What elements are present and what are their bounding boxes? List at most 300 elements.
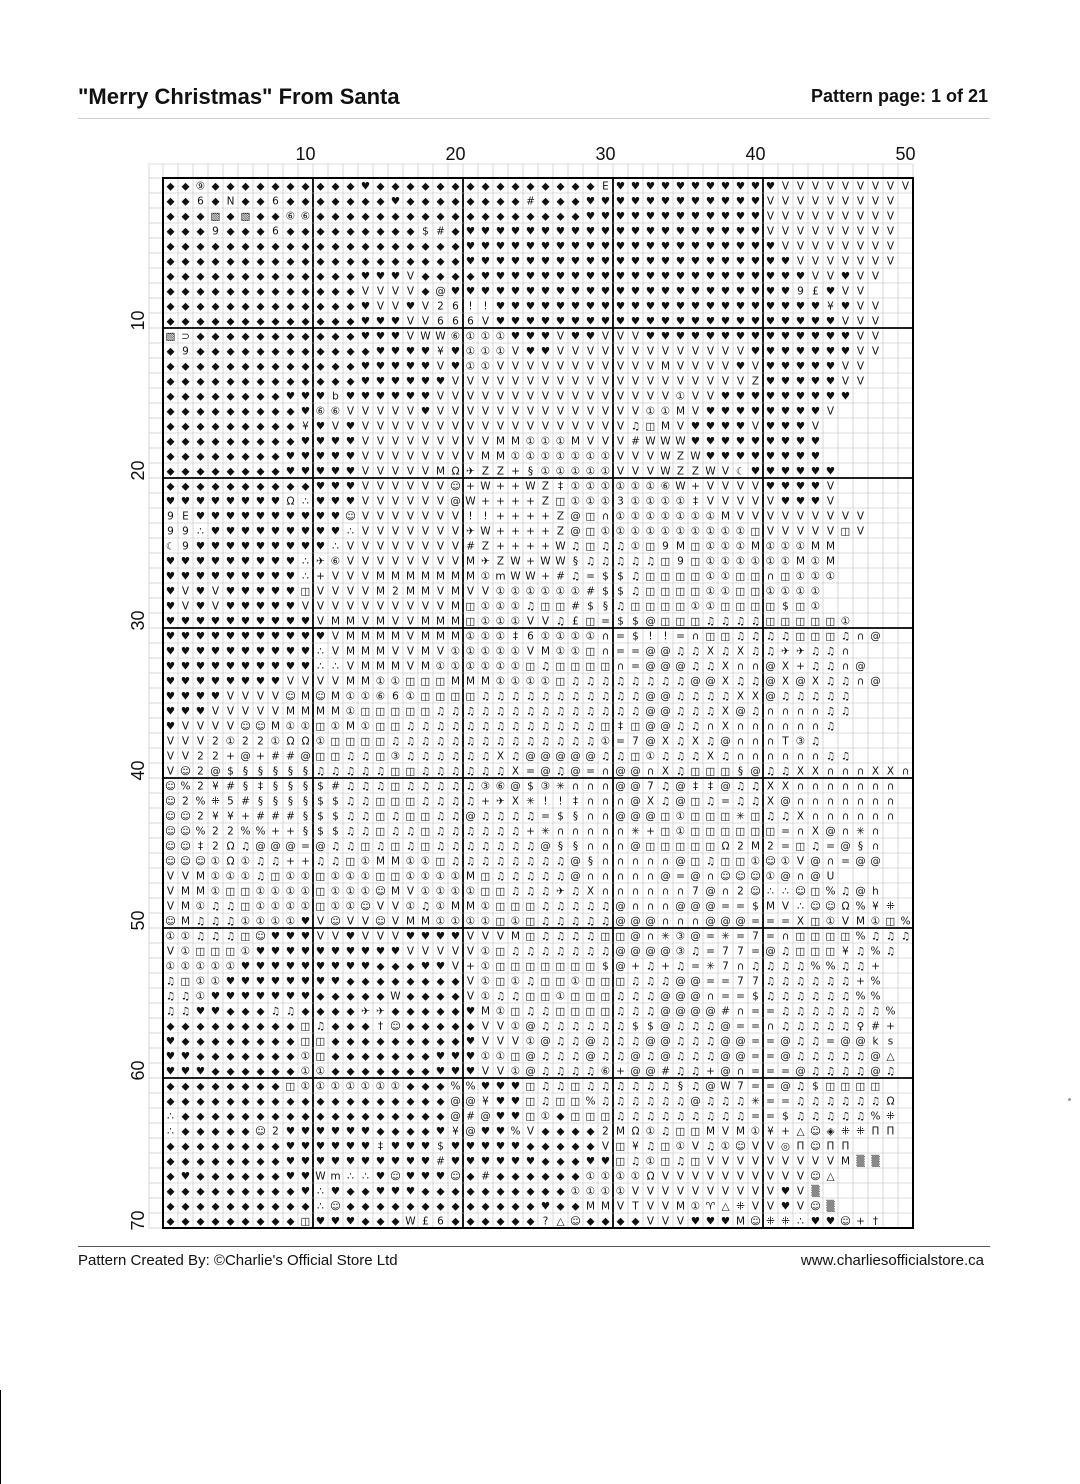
stitch-symbol: ♥ [616, 225, 625, 237]
stitch-symbol: ◆ [241, 1185, 250, 1197]
stitch-symbol: ◆ [406, 975, 415, 987]
stitch-symbol: V [542, 405, 550, 417]
stitch-symbol: ♫ [616, 540, 625, 552]
stitch-symbol: ① [571, 450, 580, 462]
stitch-symbol: @ [540, 750, 551, 762]
stitch-symbol: ◆ [316, 1110, 325, 1122]
stitch-symbol: ♥ [271, 630, 280, 642]
stitch-symbol: V [842, 180, 850, 192]
stitch-symbol: V [392, 435, 400, 447]
stitch-symbol: V [767, 510, 775, 522]
stitch-symbol: = [631, 645, 640, 657]
stitch-symbol: ◆ [316, 195, 325, 207]
stitch-symbol: ◆ [406, 1095, 415, 1107]
stitch-symbol: ✈ [796, 645, 805, 657]
stitch-symbol: ♥ [586, 240, 595, 252]
stitch-symbol: ◆ [241, 225, 250, 237]
stitch-symbol: ♫ [811, 690, 820, 702]
stitch-symbol: ◫ [706, 630, 716, 642]
stitch-symbol: V [407, 420, 415, 432]
stitch-symbol: ① [421, 855, 430, 867]
stitch-symbol: ♫ [691, 720, 700, 732]
stitch-symbol: ∴ [767, 885, 774, 897]
stitch-symbol: V [437, 585, 445, 597]
stitch-symbol: ♥ [256, 555, 265, 567]
stitch-symbol: X [812, 675, 819, 687]
stitch-symbol: ♥ [736, 225, 745, 237]
stitch-symbol: ♥ [481, 1155, 490, 1167]
stitch-symbol: ◫ [826, 945, 836, 957]
stitch-symbol: V [362, 915, 370, 927]
stitch-symbol: ♫ [556, 945, 565, 957]
stitch-symbol: W [315, 1170, 326, 1182]
stitch-symbol: ♥ [676, 195, 685, 207]
stitch-symbol: ✳ [661, 930, 670, 942]
stitch-symbol: ◫ [676, 615, 686, 627]
stitch-symbol: V [617, 375, 625, 387]
stitch-symbol: ① [526, 435, 535, 447]
stitch-symbol: ① [481, 645, 490, 657]
stitch-symbol: ◆ [361, 990, 370, 1002]
stitch-symbol: ♫ [451, 765, 460, 777]
row-number: 10 [128, 310, 148, 330]
stitch-symbol: ♥ [271, 615, 280, 627]
stitch-symbol: ♫ [841, 750, 850, 762]
stitch-symbol: ◫ [436, 675, 446, 687]
stitch-symbol: ♥ [736, 270, 745, 282]
stitch-symbol: ♥ [646, 330, 655, 342]
stitch-symbol: ◆ [166, 465, 175, 477]
stitch-symbol: ◫ [301, 585, 311, 597]
stitch-symbol: ♥ [346, 1215, 355, 1227]
stitch-symbol: ◆ [346, 1065, 355, 1077]
stitch-symbol: ♫ [451, 720, 460, 732]
stitch-symbol: ◆ [271, 315, 280, 327]
stitch-symbol: ① [511, 1065, 520, 1077]
stitch-symbol: ◆ [316, 330, 325, 342]
stitch-symbol: ◆ [421, 1200, 430, 1212]
stitch-symbol: V [827, 495, 835, 507]
stitch-symbol: ◆ [166, 1155, 175, 1167]
stitch-symbol: ◆ [226, 255, 235, 267]
stitch-symbol: M [601, 1200, 610, 1212]
stitch-symbol: W [720, 1080, 731, 1092]
stitch-symbol: ◫ [436, 690, 446, 702]
stitch-symbol: ⁜ [781, 1215, 790, 1227]
stitch-symbol: ◆ [256, 1155, 265, 1167]
stitch-symbol: ♥ [691, 1215, 700, 1227]
stitch-symbol: ♫ [391, 810, 400, 822]
stitch-symbol: ♥ [361, 945, 370, 957]
stitch-symbol: ♫ [556, 1080, 565, 1092]
stitch-symbol: ♥ [811, 345, 820, 357]
stitch-symbol: = [706, 945, 715, 957]
stitch-symbol: ! [483, 300, 487, 312]
stitch-symbol: V [347, 555, 355, 567]
stitch-symbol: ♥ [691, 315, 700, 327]
stitch-symbol: ♥ [646, 270, 655, 282]
stitch-symbol: ♫ [766, 645, 775, 657]
stitch-symbol: ♥ [781, 495, 790, 507]
stitch-symbol: ◆ [226, 480, 235, 492]
stitch-symbol: V [707, 360, 715, 372]
stitch-symbol: ① [466, 915, 475, 927]
stitch-symbol: ♫ [361, 765, 370, 777]
stitch-symbol: V [317, 615, 325, 627]
stitch-symbol: § [738, 765, 743, 777]
website-link[interactable]: www.charliesofficialstore.ca [801, 1252, 984, 1269]
stitch-symbol: ◆ [466, 180, 475, 192]
stitch-symbol: + [631, 960, 640, 972]
stitch-symbol: ① [661, 495, 670, 507]
stitch-symbol: M [661, 360, 670, 372]
stitch-symbol: ♥ [511, 240, 520, 252]
stitch-symbol: ♥ [811, 405, 820, 417]
stitch-symbol: ♥ [316, 435, 325, 447]
stitch-symbol: ♥ [211, 570, 220, 582]
stitch-symbol: ♫ [496, 870, 505, 882]
stitch-symbol: ◫ [661, 1155, 671, 1167]
stitch-symbol: M [751, 840, 760, 852]
stitch-symbol: ♫ [511, 720, 520, 732]
stitch-symbol: ♥ [721, 405, 730, 417]
stitch-symbol: ◫ [376, 810, 386, 822]
stitch-symbol: ◫ [706, 810, 716, 822]
stitch-symbol: V [797, 180, 805, 192]
stitch-symbol: ♥ [166, 720, 175, 732]
stitch-symbol: ① [736, 525, 745, 537]
stitch-symbol: V [662, 1200, 670, 1212]
stitch-symbol: ♥ [526, 315, 535, 327]
stitch-symbol: ♥ [556, 300, 565, 312]
stitch-symbol: ◫ [796, 600, 806, 612]
stitch-symbol: X [722, 720, 729, 732]
stitch-symbol: ① [481, 570, 490, 582]
stitch-symbol: + [496, 540, 505, 552]
stitch-symbol: ① [601, 495, 610, 507]
stitch-symbol: ♥ [226, 975, 235, 987]
stitch-symbol: ◆ [511, 180, 520, 192]
stitch-symbol: W [645, 435, 656, 447]
stitch-symbol: ◫ [391, 870, 401, 882]
stitch-symbol: ♫ [616, 555, 625, 567]
stitch-symbol: ∩ [617, 855, 625, 867]
stitch-symbol: ∩ [857, 810, 865, 822]
stitch-symbol: ◫ [541, 600, 551, 612]
stitch-symbol: ◫ [826, 930, 836, 942]
stitch-symbol: ♫ [421, 900, 430, 912]
stitch-symbol: ◆ [241, 1200, 250, 1212]
stitch-symbol: ◆ [496, 195, 505, 207]
stitch-symbol: V [677, 360, 685, 372]
stitch-symbol: ♥ [766, 450, 775, 462]
stitch-symbol: ◆ [241, 1125, 250, 1137]
stitch-symbol: 2 [257, 735, 264, 747]
stitch-symbol: s [888, 1035, 893, 1047]
stitch-symbol: ◆ [361, 210, 370, 222]
stitch-symbol: V [632, 375, 640, 387]
stitch-symbol: § [303, 810, 308, 822]
stitch-symbol: V [842, 210, 850, 222]
stitch-symbol: ☺ [180, 840, 191, 852]
stitch-symbol: ◫ [796, 945, 806, 957]
stitch-symbol: ♫ [571, 900, 580, 912]
stitch-symbol: ◆ [421, 180, 430, 192]
stitch-symbol: ① [691, 510, 700, 522]
stitch-symbol: ∩ [647, 900, 655, 912]
stitch-symbol: + [616, 1065, 625, 1077]
stitch-symbol: V [857, 240, 865, 252]
stitch-symbol: ∩ [842, 810, 850, 822]
stitch-symbol: @ [615, 810, 626, 822]
stitch-symbol: ♥ [286, 630, 295, 642]
stitch-symbol: ∩ [812, 750, 820, 762]
stitch-symbol: ♫ [691, 645, 700, 657]
stitch-symbol: ∴ [332, 540, 339, 552]
stitch-symbol: ♥ [796, 315, 805, 327]
stitch-symbol: ① [616, 1185, 625, 1197]
stitch-symbol: ♥ [646, 285, 655, 297]
stitch-symbol: ♥ [751, 450, 760, 462]
stitch-symbol: ♫ [631, 690, 640, 702]
stitch-symbol: ☺ [390, 1020, 401, 1032]
stitch-symbol: @ [675, 660, 686, 672]
stitch-symbol: ◆ [376, 1125, 385, 1137]
stitch-symbol: ∩ [632, 900, 640, 912]
stitch-symbol: ① [586, 480, 595, 492]
stitch-symbol: ♫ [346, 825, 355, 837]
stitch-symbol: ♫ [241, 840, 250, 852]
stitch-symbol: ♫ [541, 870, 550, 882]
stitch-symbol: + [316, 570, 325, 582]
stitch-symbol: = [631, 660, 640, 672]
stitch-symbol: ◆ [196, 465, 205, 477]
stitch-symbol: ♥ [271, 645, 280, 657]
stitch-symbol: ◆ [556, 1200, 565, 1212]
stitch-symbol: @ [240, 750, 251, 762]
stitch-symbol: ♫ [481, 705, 490, 717]
stitch-symbol: ♥ [301, 630, 310, 642]
stitch-symbol: V [617, 450, 625, 462]
stitch-symbol: V [407, 315, 415, 327]
stitch-symbol: ♥ [601, 225, 610, 237]
stitch-symbol: V [677, 375, 685, 387]
stitch-symbol: V [827, 225, 835, 237]
stitch-symbol: ♥ [826, 315, 835, 327]
stitch-symbol: V [302, 600, 310, 612]
stitch-symbol: § [258, 765, 263, 777]
stitch-symbol: # [556, 570, 565, 582]
stitch-symbol: ◫ [586, 1110, 596, 1122]
stitch-symbol: V [422, 300, 430, 312]
stitch-symbol: M [736, 1125, 745, 1137]
stitch-symbol: ◫ [556, 660, 566, 672]
stitch-symbol: ◆ [301, 1110, 310, 1122]
stitch-symbol: ♥ [721, 1215, 730, 1227]
stitch-symbol: ∩ [632, 870, 640, 882]
stitch-symbol: ◫ [721, 855, 731, 867]
stitch-symbol: ◆ [196, 1050, 205, 1062]
stitch-symbol: ♥ [571, 255, 580, 267]
stitch-symbol: @ [540, 1035, 551, 1047]
stitch-symbol: + [466, 480, 475, 492]
stitch-symbol: ♫ [706, 705, 715, 717]
stitch-symbol: @ [630, 810, 641, 822]
stitch-symbol: ♥ [346, 480, 355, 492]
stitch-symbol: ◆ [196, 1155, 205, 1167]
stitch-symbol: V [752, 1185, 760, 1197]
stitch-symbol: ♫ [811, 735, 820, 747]
stitch-symbol: ◆ [166, 1140, 175, 1152]
stitch-symbol: ♥ [346, 435, 355, 447]
stitch-symbol: ♫ [481, 810, 490, 822]
stitch-symbol: V [422, 945, 430, 957]
stitch-symbol: ♥ [316, 540, 325, 552]
stitch-symbol: ◆ [391, 1215, 400, 1227]
stitch-symbol: ◆ [226, 1200, 235, 1212]
stitch-symbol: V [377, 480, 385, 492]
stitch-symbol: ① [376, 1080, 385, 1092]
stitch-symbol: ♥ [241, 645, 250, 657]
stitch-symbol: ♫ [616, 1035, 625, 1047]
stitch-symbol: ◆ [181, 420, 190, 432]
stitch-symbol: V [647, 360, 655, 372]
stitch-symbol: ♥ [541, 315, 550, 327]
stitch-symbol: ◫ [391, 705, 401, 717]
stitch-symbol: ♥ [601, 255, 610, 267]
stitch-symbol: ◆ [286, 300, 295, 312]
stitch-symbol: ♥ [751, 255, 760, 267]
stitch-symbol: V [842, 375, 850, 387]
stitch-symbol: ♥ [781, 360, 790, 372]
stitch-symbol: ◆ [196, 1035, 205, 1047]
stitch-symbol: ◆ [436, 240, 445, 252]
stitch-symbol: ♥ [226, 990, 235, 1002]
stitch-symbol: + [481, 495, 490, 507]
stitch-symbol: @ [465, 1125, 476, 1137]
stitch-symbol: ◆ [556, 195, 565, 207]
stitch-symbol: ◫ [661, 840, 671, 852]
stitch-symbol: 2 [212, 735, 219, 747]
stitch-symbol: ◆ [181, 285, 190, 297]
stitch-symbol: Π [827, 1140, 835, 1152]
stitch-symbol: V [887, 225, 895, 237]
stitch-symbol: ① [361, 1080, 370, 1092]
stitch-symbol: ♥ [226, 585, 235, 597]
stitch-symbol: M [361, 660, 370, 672]
stitch-symbol: ◆ [226, 180, 235, 192]
stitch-symbol: X [662, 765, 669, 777]
stitch-symbol: ♥ [361, 1125, 370, 1137]
stitch-symbol: ♥ [301, 390, 310, 402]
stitch-symbol: ◫ [796, 930, 806, 942]
stitch-symbol: ① [346, 690, 355, 702]
stitch-symbol: $ [647, 1020, 654, 1032]
stitch-symbol: ◆ [196, 1110, 205, 1122]
stitch-symbol: V [227, 690, 235, 702]
stitch-symbol: ♫ [856, 1005, 865, 1017]
stitch-symbol: M [451, 600, 460, 612]
stitch-symbol: ◆ [316, 225, 325, 237]
stitch-symbol: ∩ [737, 735, 745, 747]
stitch-symbol: ♥ [586, 330, 595, 342]
stitch-symbol: ① [661, 510, 670, 522]
stitch-symbol: V [572, 345, 580, 357]
stitch-symbol: ◆ [346, 210, 355, 222]
stitch-symbol: ◆ [556, 1155, 565, 1167]
stitch-symbol: ◫ [421, 810, 431, 822]
stitch-symbol: ◆ [496, 210, 505, 222]
stitch-symbol: ♥ [466, 1050, 475, 1062]
stitch-symbol: V [767, 1200, 775, 1212]
stitch-symbol: ♫ [421, 720, 430, 732]
stitch-symbol: ♥ [751, 180, 760, 192]
stitch-symbol: ◆ [331, 1005, 340, 1017]
stitch-symbol: M [421, 660, 430, 672]
stitch-symbol: ∴ [167, 1110, 174, 1122]
stitch-symbol: M [376, 615, 385, 627]
stitch-symbol: ◫ [571, 960, 581, 972]
stitch-symbol: ◆ [556, 180, 565, 192]
stitch-symbol: ∩ [587, 825, 595, 837]
stitch-symbol: ① [466, 630, 475, 642]
stitch-symbol: + [511, 525, 520, 537]
stitch-symbol: ♫ [406, 825, 415, 837]
stitch-symbol: ① [481, 345, 490, 357]
stitch-symbol: ◆ [226, 1050, 235, 1062]
stitch-symbol: ♫ [796, 960, 805, 972]
stitch-symbol: ♥ [781, 465, 790, 477]
stitch-symbol: ◆ [226, 1020, 235, 1032]
stitch-symbol: ◫ [481, 885, 491, 897]
stitch-symbol: 9 [167, 525, 174, 537]
stitch-symbol: ① [526, 450, 535, 462]
stitch-symbol: V [827, 510, 835, 522]
stitch-symbol: M [481, 675, 490, 687]
stitch-symbol: V [782, 510, 790, 522]
stitch-symbol: = [541, 810, 550, 822]
stitch-symbol: ◆ [346, 1020, 355, 1032]
stitch-symbol: V [887, 180, 895, 192]
stitch-symbol: ◆ [211, 1065, 220, 1077]
stitch-symbol: ♥ [841, 300, 850, 312]
stitch-symbol: ◆ [331, 1020, 340, 1032]
stitch-symbol: ♥ [256, 975, 265, 987]
stitch-symbol: ◫ [661, 615, 671, 627]
stitch-symbol: % [826, 885, 836, 897]
stitch-symbol: ◆ [511, 195, 520, 207]
stitch-symbol: ◆ [241, 1140, 250, 1152]
stitch-symbol: V [377, 285, 385, 297]
stitch-symbol: ♥ [421, 405, 430, 417]
stitch-symbol: V [542, 390, 550, 402]
stitch-symbol: ◫ [811, 615, 821, 627]
stitch-symbol: ◆ [271, 270, 280, 282]
stitch-symbol: ♫ [766, 765, 775, 777]
stitch-symbol: W [555, 555, 566, 567]
stitch-symbol: ⑥ [331, 405, 340, 417]
stitch-symbol: ♫ [796, 690, 805, 702]
stitch-symbol: ♥ [706, 420, 715, 432]
stitch-symbol: ◆ [496, 1215, 505, 1227]
stitch-symbol: V [452, 420, 460, 432]
stitch-symbol: ◆ [556, 1140, 565, 1152]
stitch-symbol: V [617, 390, 625, 402]
stitch-symbol: ♥ [706, 435, 715, 447]
stitch-symbol: ◆ [181, 465, 190, 477]
stitch-symbol: ♫ [571, 1050, 580, 1062]
stitch-symbol: ♫ [331, 855, 340, 867]
